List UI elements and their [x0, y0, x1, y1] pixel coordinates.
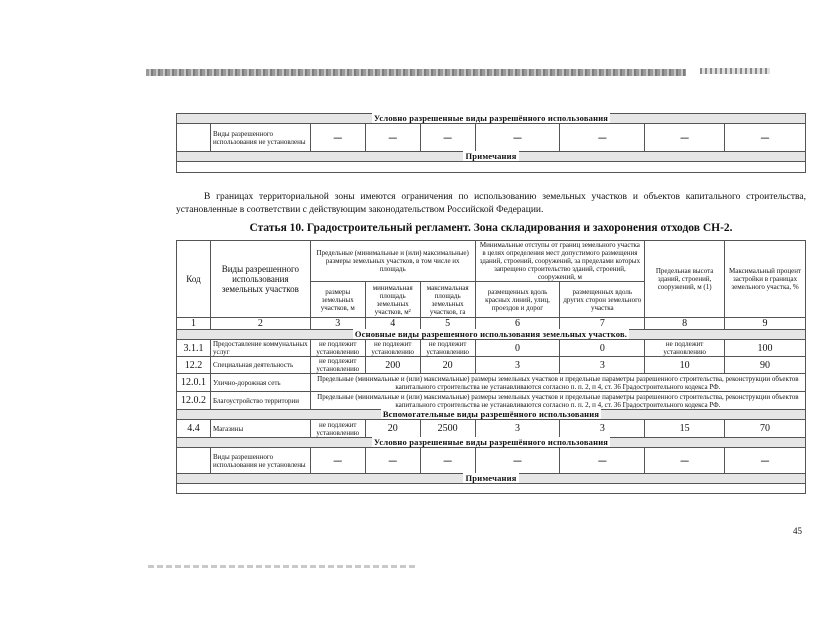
column-number: 2	[210, 318, 310, 330]
header-sizes: Предельные (минимальные и (или) максимальные) размеры земельных участков, в том числе их площадь	[310, 241, 475, 282]
header-coverage: Максимальный процент застройки в границах земельного участка, %	[725, 241, 806, 318]
header-min-area: минимальная площадь земельных участков, м²	[365, 282, 420, 318]
restrictions-paragraph: В границах территориальной зоны имеются ограничения по использованию земельных участков и объектов капитального строительства, установленные в соответствии с действующим законодательством Российской Федерации.	[176, 192, 806, 215]
column-number: 1	[177, 318, 211, 330]
scan-artifact-footer	[148, 565, 418, 568]
table-row: 12.0.1 Улично-дорожная сеть Предельные (минимальные и (или) максимальные) размеры земельных участков и предельные параметры разрешенного строительства, реконструкции объектов капитального строительства не устанавливаются согласно п. п. 2, п 4, ст. 36 Градостроительного кодекса РФ.	[177, 374, 806, 392]
dash-cell: –	[560, 124, 645, 152]
column-number: 8	[645, 318, 725, 330]
header-setbacks: Минимальные отступы от границ земельного участка в целях определения мест допустимого размещения зданий, строений, сооружений, за пределами которых запрещено строительство зданий, строений, сооружений, м	[475, 241, 645, 282]
header-max-area: максимальная площадь земельных участков, га	[420, 282, 475, 318]
page-number: 45	[793, 526, 802, 536]
column-number: 5	[420, 318, 475, 330]
header-types: Виды разрешенного использования земельных участков	[210, 241, 310, 318]
column-number: 4	[365, 318, 420, 330]
table-row: 12.0.2 Благоустройство территории Предельные (минимальные и (или) максимальные) размеры земельных участков и предельные параметры разрешенного строительства, реконструкции объектов капитального строительства не устанавливаются согласно п. п. 2, п 4, ст. 36 Градостроительного кодекса РФ.	[177, 392, 806, 410]
section-notes-header: Примечания	[177, 474, 806, 484]
column-number: 3	[310, 318, 365, 330]
table-row: 3.1.1 Предоставление коммунальных услуг не подлежит установлению не подлежит установлению не подлежит установлению 0 0 не подлежит установлению 100	[177, 340, 806, 357]
table-row: 12.2 Специальная деятельность не подлежит установлению 200 20 3 3 10 90	[177, 357, 806, 374]
section-conditional-header: Условно разрешенные виды разрешённого использования	[177, 438, 806, 448]
table-row: 4.4 Магазины не подлежит установлению 20 2500 3 3 15 70	[177, 420, 806, 438]
section-notes-header: Примечания	[177, 152, 806, 162]
dash-cell: –	[310, 124, 365, 152]
dash-cell: –	[475, 124, 560, 152]
header-red-lines: размещенных вдоль красных линий, улиц, проездов и дорог	[475, 282, 560, 318]
table-row: Виды разрешенного использования не установлены – – – – – – –	[177, 448, 806, 474]
header-height: Предельная высота зданий, строений, сооружений, м (1)	[645, 241, 725, 318]
column-number: 7	[560, 318, 645, 330]
column-number: 6	[475, 318, 560, 330]
scan-artifact-top-right	[700, 68, 770, 74]
regulation-table	[176, 240, 806, 494]
dash-cell: –	[645, 124, 725, 152]
scan-artifact-top	[146, 69, 686, 76]
dash-cell: –	[420, 124, 475, 152]
header-other-sides: размещенных вдоль других сторон земельного участка	[560, 282, 645, 318]
section-aux-header: Вспомогательные виды разрешённого использования	[177, 410, 806, 420]
column-number: 9	[725, 318, 806, 330]
row-name: Виды разрешенного использования не установлены	[210, 124, 310, 152]
dash-cell: –	[365, 124, 420, 152]
header-dims: размеры земельных участков, м	[310, 282, 365, 318]
section-main-header: Основные виды разрешенного использования земельных участков.	[177, 330, 806, 340]
section-conditional-header: Условно разрешенные виды разрешённого использования	[177, 114, 806, 124]
top-table	[176, 113, 806, 173]
article-title: Статья 10. Градостроительный регламент. Зона складирования и захоронения отходов СН-2.	[249, 222, 733, 234]
header-code: Код	[177, 241, 211, 318]
dash-cell: –	[725, 124, 806, 152]
